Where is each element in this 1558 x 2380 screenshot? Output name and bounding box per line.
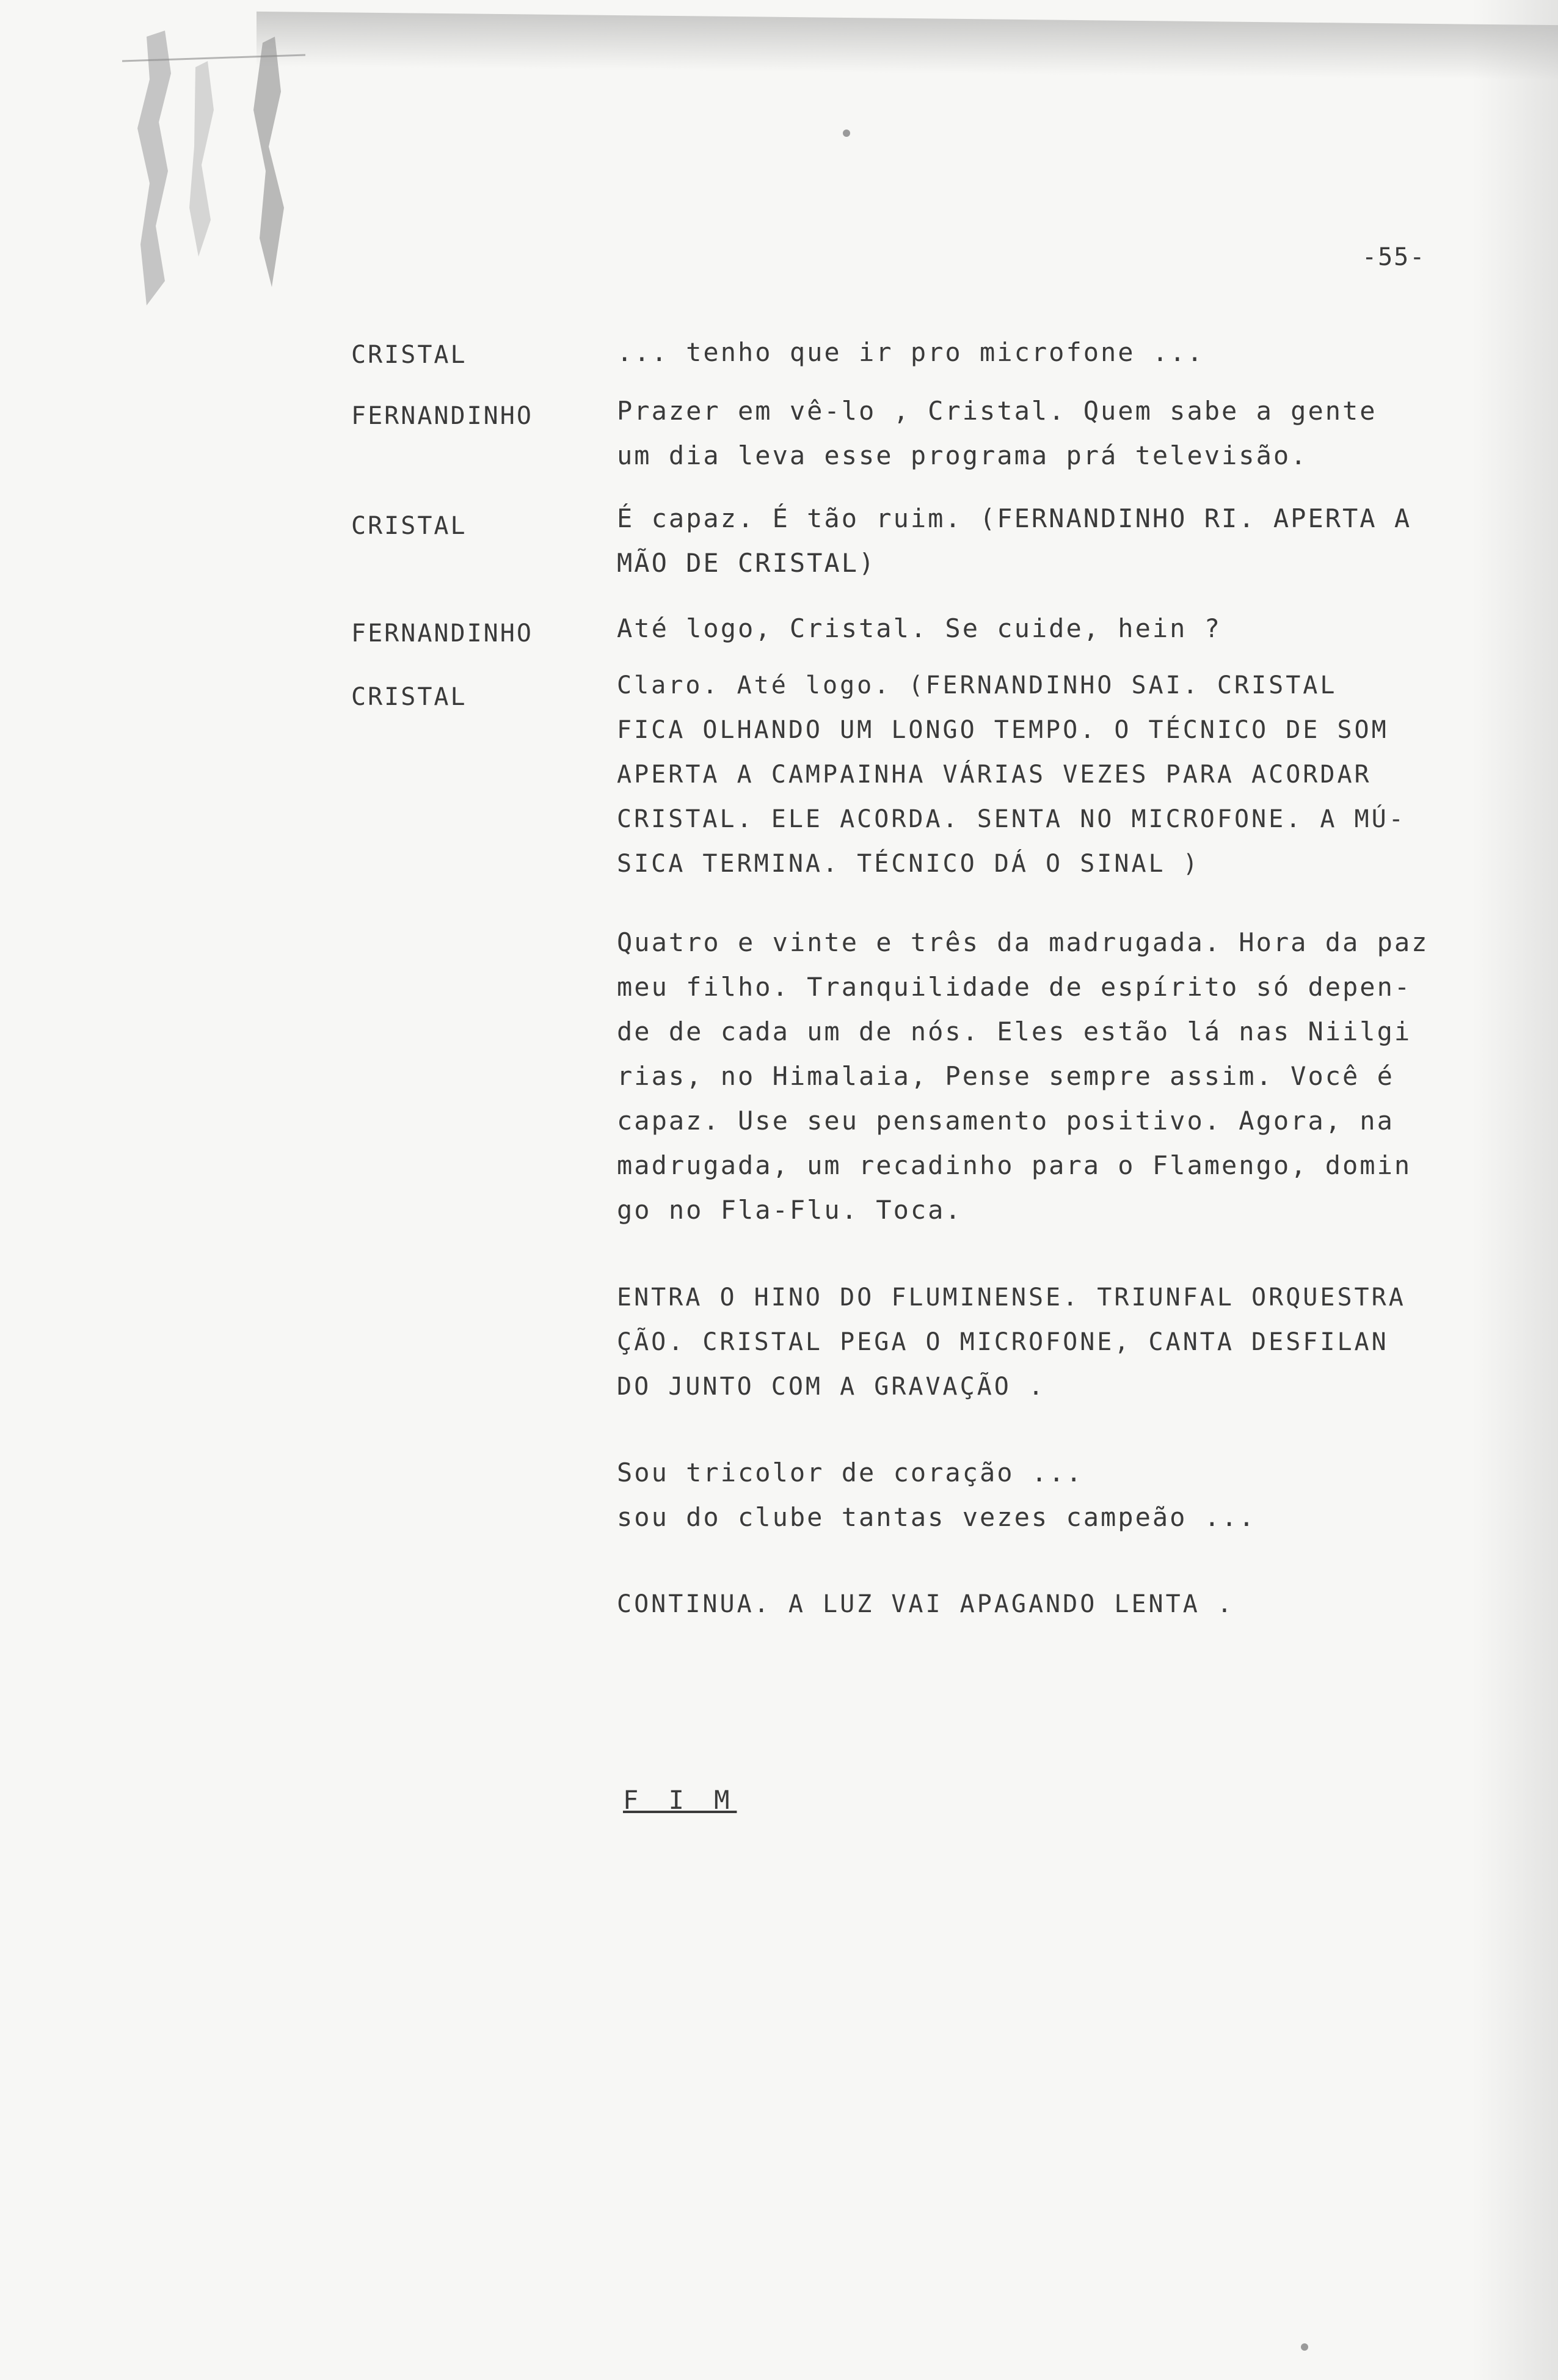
line-fernandinho-1: Prazer em vê-lo , Cristal. Quem sabe a gente um dia leva esse programa prá televisão. [617, 396, 1377, 470]
stage-direction-hymn: ENTRA O HINO DO FLUMINENSE. TRIUNFAL ORQUESTRA ÇÃO. CRISTAL PEGA O MICROFONE, CANTA DESFILAN DO JUNTO COM A GRAVAÇÃO . [617, 1283, 1406, 1401]
line-cristal-3: Claro. Até logo. (FERNANDINHO SAI. CRISTAL FICA OLHANDO UM LONGO TEMPO. O TÉCNICO DE SOM APERTA A CAMPAINHA VÁRIAS VEZES PARA ACORDAR CRISTAL. ELE ACORDA. SENTA NO MICROFONE. A MÚ- SICA TERMINA. TÉCNICO DÁ O SINAL ) [617, 671, 1406, 878]
speaker-cristal-3: CRISTAL [351, 683, 467, 711]
speaker-cristal-1: CRISTAL [351, 341, 467, 369]
speaker-cristal-2: CRISTAL [351, 512, 467, 540]
punch-hole-bottom [1301, 2343, 1308, 2351]
end-mark: F I M [623, 1785, 737, 1815]
line-fernandinho-2: Até logo, Cristal. Se cuide, hein ? [617, 613, 1222, 643]
monologue: Quatro e vinte e três da madrugada. Hora da paz meu filho. Tranquilidade de espírito só depen- de de cada um de nós. Eles estão lá nas Niilgi rias, no Himalaia, Pense sempre assim. Você é capaz. Use seu pensamento positivo. Agora, na madrugada, um recadinho para o Flamengo, domin go no Fla-Flu. Toca. [617, 927, 1429, 1225]
stage-direction-lights: CONTINUA. A LUZ VAI APAGANDO LENTA . [617, 1590, 1234, 1618]
line-cristal-2: É capaz. É tão ruim. (FERNANDINHO RI. APERTA A MÃO DE CRISTAL) [617, 503, 1412, 578]
punch-hole-top [843, 130, 850, 137]
line-cristal-1: ... tenho que ir pro microfone ... [617, 337, 1204, 367]
page-number: -55- [1362, 243, 1426, 271]
binding-stain-decoration [122, 24, 305, 312]
song-lyrics: Sou tricolor de coração ... sou do clube tantas vezes campeão ... [617, 1458, 1256, 1532]
speaker-fernandinho-1: FERNANDINHO [351, 402, 533, 430]
page-top-shadow [257, 12, 1558, 80]
speaker-fernandinho-2: FERNANDINHO [351, 619, 533, 648]
